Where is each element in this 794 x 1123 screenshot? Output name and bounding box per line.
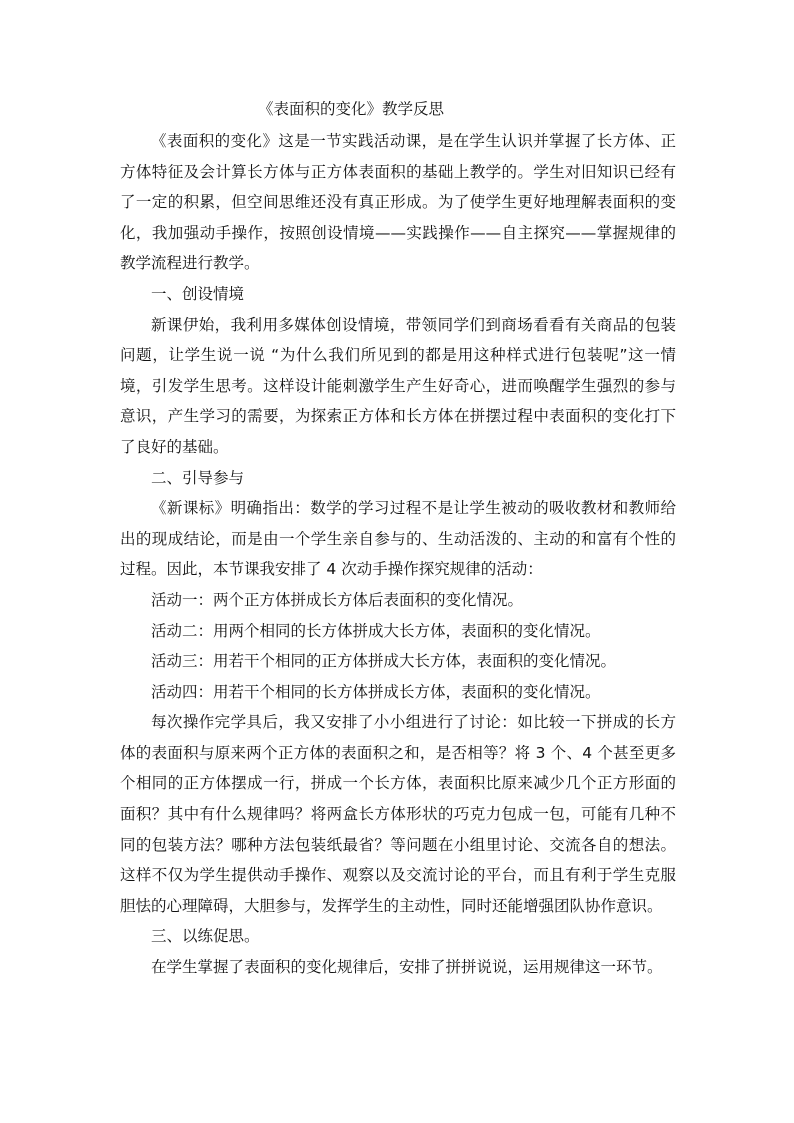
activity-item-2: 活动二：用两个相同的长方体拼成大长方体，表面积的变化情况。 — [151, 621, 601, 640]
document-page — [120, 92, 676, 983]
section-heading-3: 三、以练促思。 — [151, 927, 260, 946]
section-heading-1: 一、创设情境 — [151, 284, 245, 303]
section-1-paragraph: 新课伊始，我利用多媒体创设情境，带领同学们到商场看看有关商品的包装问题，让学生说一说 “为什么我们所见到的都是用这种样式进行包装呢”这一情境，引发学生思考。这样设计能刺激学生产生好奇心，进而唤醒学生强烈的参与意识，产生学习的需要，为探索正方体和长方体在拼摆过程中表面积的变化打下了良好的基础。 — [120, 315, 676, 456]
section-2-paragraph: 《新课标》明确指出：数学的学习过程不是让学生被动的吸收教材和教师给出的现成结论，而是由一个学生亲自参与的、生动活泼的、主动的和富有个性的过程。因此，本节课我安排了 4 次动手操作探究规律的活动： — [120, 499, 676, 579]
activity-item-3: 活动三：用若干个相同的正方体拼成大长方体，表面积的变化情况。 — [151, 652, 617, 671]
activity-item-1: 活动一：两个正方体拼成长方体后表面积的变化情况。 — [151, 590, 524, 609]
section-3-paragraph: 在学生掌握了表面积的变化规律后，安排了拼拼说说，运用规律这一环节。 — [151, 958, 663, 977]
section-heading-2: 二、引导参与 — [151, 468, 245, 487]
document-title: 《表面积的变化》教学反思 — [258, 100, 445, 118]
activity-item-4: 活动四：用若干个相同的长方体拼成长方体，表面积的变化情况。 — [151, 682, 601, 701]
section-2-followup-paragraph: 每次操作完学具后，我又安排了小小组进行了讨论：如比较一下拼成的长方体的表面积与原来两个正方体的表面积之和，是否相等？将 3 个、4 个甚至更多个相同的正方体摆成一行，拼成一个长方体，表面积比原来减少几个正方形面的面积？其中有什么规律吗？将两盒长方体形状的巧克力包成一包，可能有几种不同的包装方法？哪种方法包装纸最省？等问题在小组里讨论、交流各自的想法。这样不仅为学生提供动手操作、观察以及交流讨论的平台，而且有利于学生克服胆怯的心理障碍，大胆参与，发挥学生的主动性，同时还能增强团队协作意识。 — [120, 713, 676, 915]
intro-paragraph: 《表面积的变化》这是一节实践活动课，是在学生认识并掌握了长方体、正方体特征及会计算长方体与正方体表面积的基础上教学的。学生对旧知识已经有了一定的积累，但空间思维还没有真正形成。为了使学生更好地理解表面积的变化，我加强动手操作，按照创设情境——实践操作——自主探究——掌握规律的教学流程进行教学。 — [120, 132, 676, 273]
